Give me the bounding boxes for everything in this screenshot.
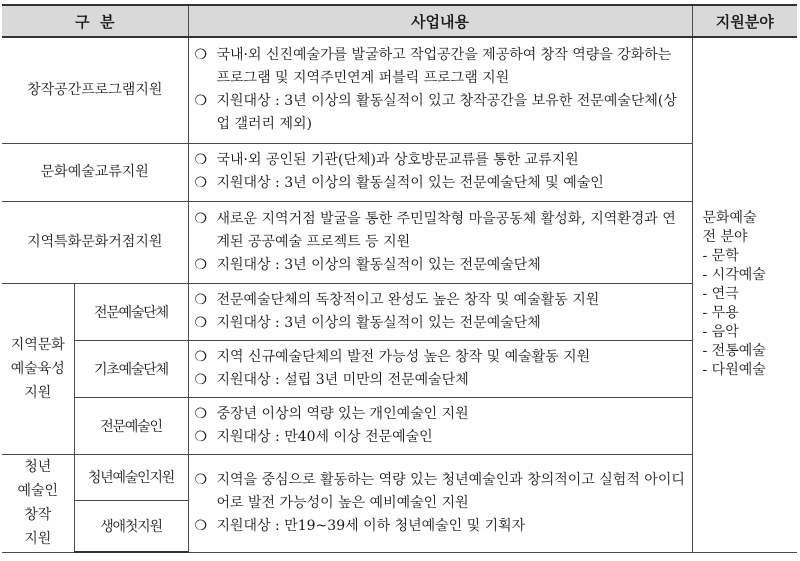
circle-bullet-icon: ❍ bbox=[194, 256, 208, 273]
subcategory-first-support: 생애첫지원 bbox=[74, 500, 188, 552]
category-youth-artist: 청년 예술인 창작 지원 bbox=[2, 454, 74, 552]
circle-bullet-icon: ❍ bbox=[194, 428, 208, 445]
content-basic-group bbox=[188, 340, 692, 397]
category-regional-hub: 지역특화문화거점지원 bbox=[2, 201, 188, 283]
circle-bullet-icon: ❍ bbox=[194, 47, 208, 64]
list-item: ❍ 지원대상 : 3년 이상의 활동실적이 있고 창작공간을 보유한 전문예술단체(상업 갤러리 제외) bbox=[195, 90, 686, 136]
circle-bullet-icon: ❍ bbox=[194, 405, 208, 422]
content-regional-hub bbox=[188, 201, 692, 283]
list-item: ❍ 지역을 중심으로 활동하는 역량 있는 청년예술인과 창의적이고 실험적 아이디어로 발전 가능성이 높은 예비예술인 지원 bbox=[195, 469, 686, 515]
support-field-line: - 연극 bbox=[702, 286, 739, 303]
support-field-line: 전 분야 bbox=[702, 229, 748, 246]
support-field-line: - 다원예술 bbox=[702, 362, 766, 379]
table-row bbox=[2, 37, 797, 143]
list-item: ❍ 지원대상 : 3년 이상의 활동실적이 있는 전문예술단체 bbox=[195, 312, 686, 335]
table-row bbox=[2, 340, 797, 397]
header-content: 사업내용 bbox=[188, 5, 692, 37]
support-field-line: - 무용 bbox=[702, 305, 739, 322]
circle-bullet-icon: ❍ bbox=[194, 210, 208, 227]
subcategory-youth-artist: 청년예술인지원 bbox=[74, 454, 188, 500]
table-row bbox=[2, 201, 797, 283]
subcategory-professional-artist: 전문예술인 bbox=[74, 397, 188, 454]
table-row bbox=[2, 283, 797, 340]
content-creative-space bbox=[188, 37, 692, 143]
support-fields bbox=[692, 37, 797, 552]
category-regional-arts: 지역문화 예술육성 지원 bbox=[2, 283, 74, 454]
circle-bullet-icon: ❍ bbox=[194, 175, 208, 191]
circle-bullet-icon: ❍ bbox=[194, 348, 208, 365]
content-professional-artist bbox=[188, 397, 692, 454]
list-item: ❍ 지원대상 : 설립 3년 미만의 전문예술단체 bbox=[195, 369, 686, 392]
subcategory-basic-group: 기초예술단체 bbox=[74, 340, 188, 397]
circle-bullet-icon: ❍ bbox=[194, 152, 208, 168]
support-field-line: - 음악 bbox=[702, 324, 739, 341]
header-category: 구 분 bbox=[2, 5, 188, 37]
content-youth-artist bbox=[188, 454, 692, 552]
support-field-line: 문화예술 bbox=[702, 210, 757, 227]
support-field-line: - 시각예술 bbox=[702, 267, 766, 284]
circle-bullet-icon: ❍ bbox=[194, 93, 208, 110]
support-program-table-wrapper bbox=[2, 4, 797, 553]
list-item: ❍ 국내·외 공인된 기관(단체)과 상호방문교류를 통한 교류지원 bbox=[195, 149, 686, 172]
support-field-line: - 문학 bbox=[702, 248, 739, 265]
list-item: ❍ 국내·외 신진예술가를 발굴하고 작업공간을 제공하여 창작 역량을 강화하는 프로그램 및 지역주민연계 퍼블릭 프로그램 지원 bbox=[195, 44, 686, 90]
table-row bbox=[2, 397, 797, 454]
circle-bullet-icon: ❍ bbox=[194, 471, 208, 488]
list-item: ❍ 지원대상 : 만19~39세 이하 청년예술인 및 기획자 bbox=[195, 515, 686, 538]
list-item: ❍ 지원대상 : 3년 이상의 활동실적이 있는 전문예술단체 bbox=[195, 254, 686, 277]
support-program-table bbox=[2, 4, 797, 553]
list-item: ❍ 중장년 이상의 역량 있는 개인예술인 지원 bbox=[195, 403, 686, 426]
table-row bbox=[2, 143, 797, 201]
list-item: ❍ 지원대상 : 만40세 이상 전문예술인 bbox=[195, 426, 686, 449]
circle-bullet-icon: ❍ bbox=[194, 517, 208, 534]
list-item: ❍ 지원대상 : 3년 이상의 활동실적이 있는 전문예술단체 및 예술인 bbox=[195, 172, 686, 195]
content-cultural-exchange bbox=[188, 143, 692, 201]
category-cultural-exchange: 문화예술교류지원 bbox=[2, 143, 188, 201]
list-item: ❍ 새로운 지역거점 발굴을 통한 주민밀착형 마을공동체 활성화, 지역환경과 연계된 공공예술 프로젝트 등 지원 bbox=[195, 208, 686, 254]
header-support: 지원분야 bbox=[692, 5, 797, 37]
list-item: ❍ 전문예술단체의 독창적이고 완성도 높은 창작 및 예술활동 지원 bbox=[195, 289, 686, 312]
table-row bbox=[2, 454, 797, 500]
circle-bullet-icon: ❍ bbox=[194, 291, 208, 308]
subcategory-professional-group: 전문예술단체 bbox=[74, 283, 188, 340]
support-field-line: - 전통예술 bbox=[702, 343, 766, 360]
circle-bullet-icon: ❍ bbox=[194, 314, 208, 331]
content-professional-group bbox=[188, 283, 692, 340]
list-item: ❍ 지역 신규예술단체의 발전 가능성 높은 창작 및 예술활동 지원 bbox=[195, 346, 686, 369]
table-header-row bbox=[2, 5, 797, 37]
circle-bullet-icon: ❍ bbox=[194, 371, 208, 388]
category-creative-space: 창작공간프로그램지원 bbox=[2, 37, 188, 143]
